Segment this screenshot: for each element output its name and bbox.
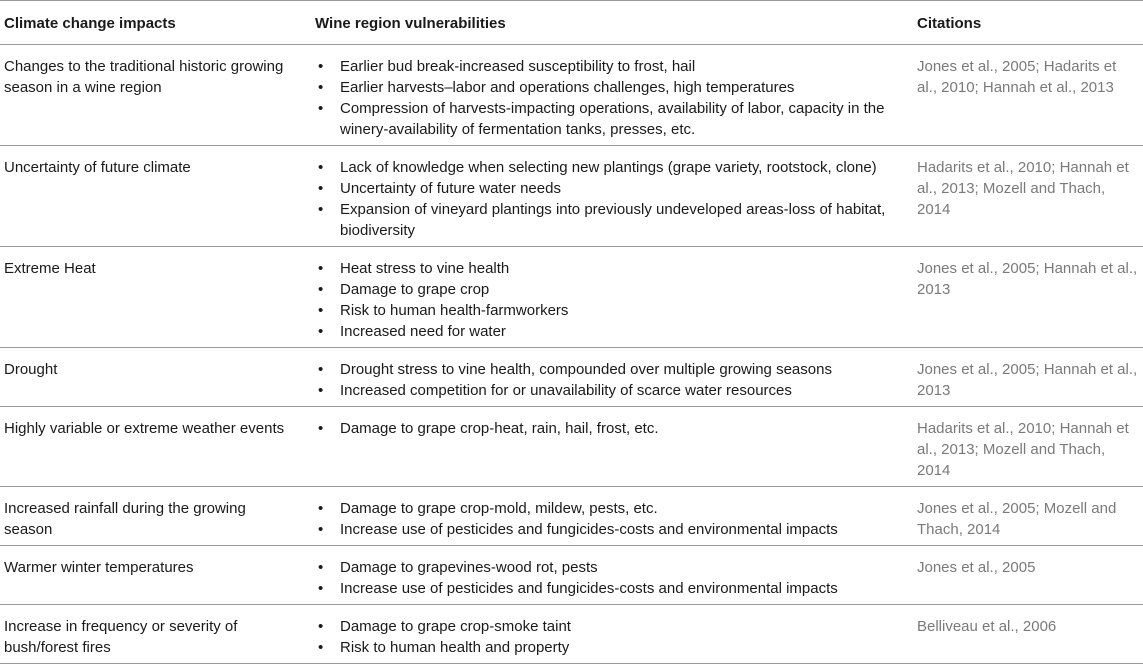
vulnerabilities-cell [307,546,915,605]
vulnerability-list [315,498,895,540]
table-row [0,407,1143,487]
vulnerability-item: • Risk to human health and property [332,637,895,658]
table-row [0,45,1143,146]
vulnerability-item: • Risk to human health-farmworkers [332,300,895,321]
citation-cell: Jones et al., 2005; Hannah et al., 2013 [915,348,1143,407]
header-impacts: Climate change impacts [0,1,307,45]
citation-cell: Jones et al., 2005; Hadarits et al., 2010; Hannah et al., 2013 [915,45,1143,146]
vulnerability-item: • Heat stress to vine health [332,258,895,279]
vulnerability-item: • Damage to grape crop-smoke taint [332,616,895,637]
header-citations: Citations [915,1,1143,45]
vulnerability-item: • Earlier bud break-increased susceptibility to frost, hail [332,56,895,77]
vulnerability-item: • Damage to grapevines-wood rot, pests [332,557,895,578]
table-body [0,45,1143,664]
vulnerability-item: • Increased need for water [332,321,895,342]
vulnerabilities-cell [307,407,915,487]
vulnerability-item: • Damage to grape crop-heat, rain, hail, frost, etc. [332,418,895,439]
vulnerability-list [315,258,895,342]
vulnerability-item: • Lack of knowledge when selecting new plantings (grape variety, rootstock, clone) [332,157,895,178]
citation-cell: Jones et al., 2005; Hannah et al., 2013 [915,247,1143,348]
vulnerabilities-cell [307,487,915,546]
impact-cell: Drought [0,348,307,407]
vulnerability-item: • Increased competition for or unavailability of scarce water resources [332,380,895,401]
table-row [0,546,1143,605]
impact-cell: Changes to the traditional historic growing season in a wine region [0,45,307,146]
header-vulnerabilities: Wine region vulnerabilities [307,1,915,45]
table-header [0,1,1143,45]
vulnerability-list [315,56,895,140]
citation-cell: Belliveau et al., 2006 [915,605,1143,664]
citation-cell: Hadarits et al., 2010; Hannah et al., 2013; Mozell and Thach, 2014 [915,146,1143,247]
citation-cell: Hadarits et al., 2010; Hannah et al., 2013; Mozell and Thach, 2014 [915,407,1143,487]
impact-cell: Increase in frequency or severity of bush/forest fires [0,605,307,664]
table-row [0,247,1143,348]
citation-cell: Jones et al., 2005; Mozell and Thach, 2014 [915,487,1143,546]
impact-cell: Increased rainfall during the growing season [0,487,307,546]
vulnerabilities-cell [307,146,915,247]
vulnerabilities-cell [307,45,915,146]
vulnerability-item: • Increase use of pesticides and fungicides-costs and environmental impacts [332,578,895,599]
impact-cell: Highly variable or extreme weather events [0,407,307,487]
impact-cell: Extreme Heat [0,247,307,348]
table-row [0,487,1143,546]
citation-cell: Jones et al., 2005 [915,546,1143,605]
vulnerability-list [315,557,895,599]
vulnerability-item: • Drought stress to vine health, compounded over multiple growing seasons [332,359,895,380]
impact-cell: Uncertainty of future climate [0,146,307,247]
header-row [0,1,1143,45]
vulnerability-list [315,157,895,241]
vulnerability-item: • Uncertainty of future water needs [332,178,895,199]
vulnerability-item: • Damage to grape crop [332,279,895,300]
vulnerability-item: • Expansion of vineyard plantings into previously undeveloped areas-loss of habitat, biodiversity [332,199,895,241]
vulnerability-item: • Compression of harvests-impacting operations, availability of labor, capacity in the winery-availability of fermentation tanks, presses, etc. [332,98,895,140]
vulnerability-item: • Increase use of pesticides and fungicides-costs and environmental impacts [332,519,895,540]
table-row [0,348,1143,407]
vulnerabilities-cell [307,247,915,348]
vulnerability-item: • Damage to grape crop-mold, mildew, pests, etc. [332,498,895,519]
table-row [0,146,1143,247]
vulnerabilities-cell [307,605,915,664]
vulnerability-item: • Earlier harvests–labor and operations challenges, high temperatures [332,77,895,98]
vulnerability-list [315,359,895,401]
vulnerability-list [315,616,895,658]
vulnerabilities-cell [307,348,915,407]
table-row [0,605,1143,664]
vulnerability-list [315,418,895,439]
impact-cell: Warmer winter temperatures [0,546,307,605]
